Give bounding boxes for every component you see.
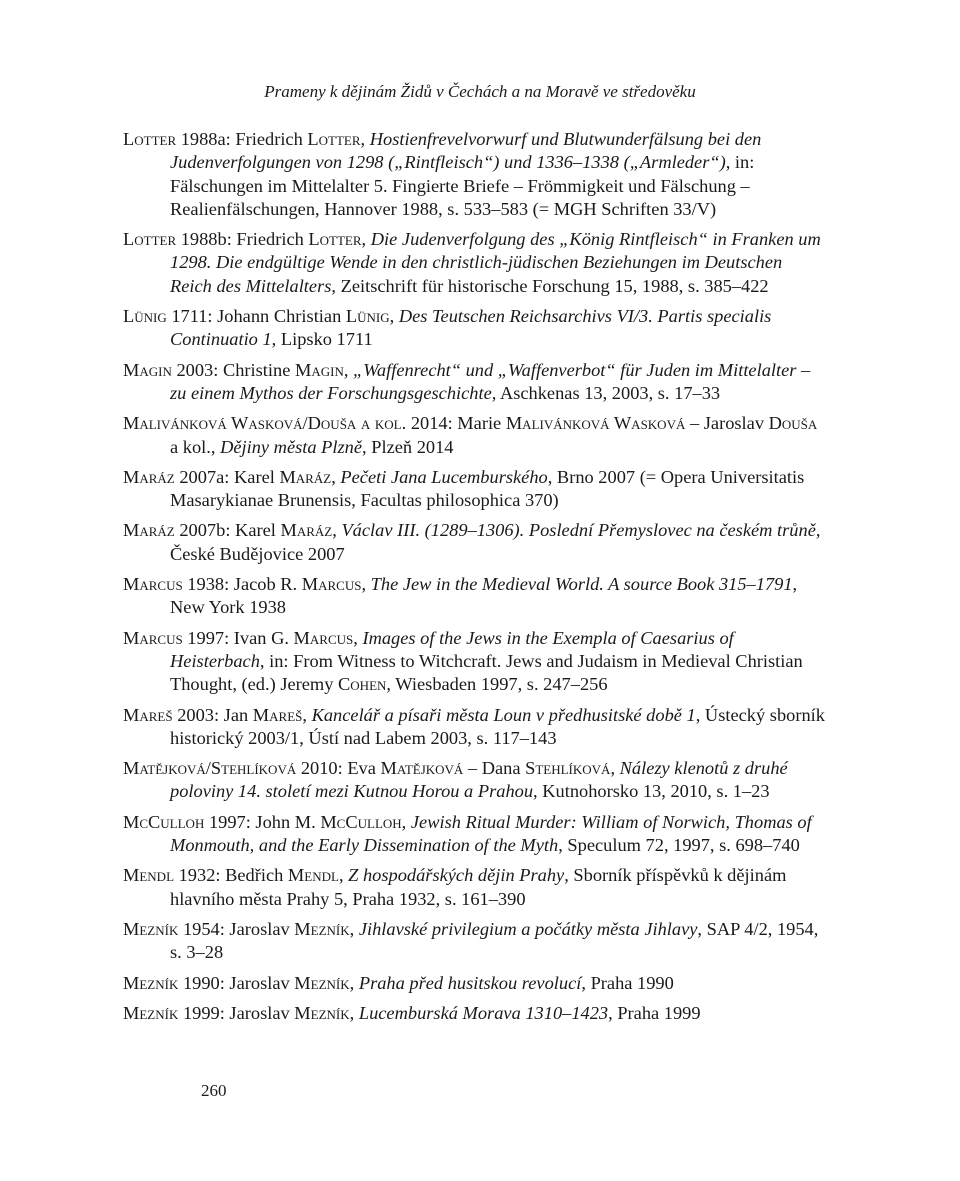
author-name: Lotter bbox=[307, 129, 361, 149]
author-name: Malivánková Wasková/Douša a kol. bbox=[123, 413, 407, 434]
entry-text: 1954: Jaroslav bbox=[178, 918, 295, 939]
bibliography-list bbox=[123, 128, 828, 1032]
entry-text: 1711: Johann Christian bbox=[166, 306, 346, 327]
bibliography-entry bbox=[123, 757, 828, 804]
entry-text: , bbox=[389, 306, 399, 327]
bibliography-entry bbox=[123, 918, 828, 965]
entry-text: 2003: Jan bbox=[172, 704, 253, 725]
work-title: Die Judenverfolgung des „König Rintfleisch“ in Franken um 1298. Die endgültige Wende in den christlich-jüdischen Beziehungen im Deutschen Reich des Mittelalters bbox=[170, 229, 821, 296]
bibliography-entry bbox=[123, 627, 828, 697]
author-name: Marcus bbox=[123, 574, 183, 595]
bibliography-entry bbox=[123, 1002, 828, 1025]
entry-text: , Ústecký sborník historický 2003/1, Ústí nad Labem 2003, s. 117–143 bbox=[170, 704, 825, 748]
author-name: Cohen bbox=[338, 674, 387, 695]
bibliography-entry bbox=[123, 359, 828, 406]
author-name: Mareš bbox=[123, 704, 173, 725]
author-name: McCulloh bbox=[320, 811, 402, 832]
entry-text: 2007a: Karel bbox=[174, 466, 280, 487]
author-name: Marcus bbox=[293, 627, 354, 648]
bibliography-entry bbox=[123, 811, 828, 858]
entry-text: , bbox=[349, 972, 359, 993]
author-name: Maráz bbox=[123, 520, 175, 541]
entry-text: 1988b: Friedrich bbox=[176, 229, 309, 250]
author-name: Mezník bbox=[294, 1002, 350, 1023]
entry-text: , bbox=[353, 627, 363, 648]
entry-text: 1938: Jacob R. bbox=[182, 574, 302, 595]
work-title: Jihlavské privilegium a počátky města Jihlavy bbox=[358, 918, 698, 939]
entry-text: , bbox=[361, 574, 371, 595]
bibliography-entry bbox=[123, 305, 828, 352]
author-name: Magin bbox=[294, 359, 344, 380]
work-title: Des Teutschen Reichsarchivs VI/3. Partis specialis Continuatio 1 bbox=[170, 306, 772, 350]
entry-text: , Praha 1999 bbox=[608, 1002, 701, 1023]
entry-text: , Wiesbaden 1997, s. 247–256 bbox=[386, 674, 608, 695]
entry-text: , České Budějovice 2007 bbox=[170, 520, 821, 564]
entry-text: , bbox=[610, 758, 620, 779]
entry-text: 1988a: Friedrich bbox=[176, 129, 308, 149]
work-title: Praha před husitskou revolucí bbox=[358, 972, 582, 993]
work-title: „Waffenrecht“ und „Waffenverbot“ für Juden im Mittelalter – zu einem Mythos der Forschungsgeschichte bbox=[170, 359, 811, 403]
author-name: McCulloh bbox=[123, 811, 205, 832]
entry-text: , bbox=[343, 359, 354, 380]
entry-text: , in: From Witness to Witchcraft. Jews and Judaism in Medieval Christian Thought, (ed.) Jeremy bbox=[170, 650, 803, 695]
entry-text: 2003: Christine bbox=[171, 359, 295, 380]
work-title: Kancelář a písaři města Loun v předhusitské době 1 bbox=[311, 704, 696, 725]
bibliography-entry bbox=[123, 864, 828, 911]
entry-text: , Brno 2007 (= Opera Universitatis Masarykianae Brunensis, Facultas philosophica 370) bbox=[170, 466, 805, 511]
bibliography-entry bbox=[123, 228, 828, 298]
entry-text: 1932: Bedřich bbox=[174, 865, 288, 886]
entry-text: 2007b: Karel bbox=[174, 520, 281, 541]
entry-text: 1997: John M. bbox=[204, 811, 321, 832]
entry-text: , Praha 1990 bbox=[581, 972, 674, 993]
bibliography-entry bbox=[123, 704, 828, 751]
page-number: 260 bbox=[201, 1081, 227, 1100]
bibliography-entry bbox=[123, 972, 828, 995]
entry-text: 2014: Marie bbox=[406, 413, 506, 434]
entry-text: , Speculum 72, 1997, s. 698–740 bbox=[558, 835, 800, 856]
entry-text: a kol., bbox=[170, 436, 221, 457]
work-title: Dějiny města Plzně bbox=[220, 436, 363, 457]
author-name: Mendl bbox=[123, 865, 175, 886]
entry-text: , bbox=[332, 520, 342, 541]
author-name: Mezník bbox=[123, 1002, 179, 1023]
work-title: Lucemburská Morava 1310–1423 bbox=[358, 1002, 609, 1023]
author-name: Mezník bbox=[294, 918, 350, 939]
author-name: Mendl bbox=[287, 865, 339, 886]
entry-text: 1990: Jaroslav bbox=[178, 972, 295, 993]
entry-text: , bbox=[401, 811, 411, 832]
entry-text: , Zeitschrift für historische Forschung 15, 1988, s. 385–422 bbox=[331, 275, 769, 296]
work-title: Václav III. (1289–1306). Poslední Přemyslovec na českém trůně bbox=[341, 520, 816, 541]
entry-text: 1997: Ivan G. bbox=[182, 627, 294, 648]
entry-text: – Dana bbox=[463, 758, 526, 779]
entry-text: , bbox=[361, 229, 371, 250]
author-name: Magin bbox=[123, 359, 172, 380]
author-name: Maráz bbox=[123, 466, 175, 487]
author-name: Mezník bbox=[123, 918, 179, 939]
work-title: Pečeti Jana Lucemburského bbox=[340, 466, 548, 487]
entry-text: 1999: Jaroslav bbox=[178, 1002, 295, 1023]
entry-text: , Aschkenas 13, 2003, s. 17–33 bbox=[491, 382, 721, 403]
entry-text: 2010: Eva bbox=[296, 758, 381, 779]
author-name: Malivánková Wasková bbox=[505, 413, 686, 434]
entry-text: , bbox=[331, 466, 341, 487]
entry-text: – Jaroslav bbox=[685, 413, 769, 434]
author-name: Lotter bbox=[123, 229, 177, 250]
bibliography-entry bbox=[123, 412, 828, 459]
author-name: Mezník bbox=[123, 972, 179, 993]
work-title: The Jew in the Medieval World. A source Book 315–1791 bbox=[370, 574, 793, 595]
entry-text: , bbox=[349, 918, 359, 939]
author-name: Douša bbox=[768, 413, 818, 434]
entry-text: , Kutnohorsko 13, 2010, s. 1–23 bbox=[533, 781, 770, 802]
entry-text: , bbox=[302, 704, 312, 725]
work-title: Images of the Jews in the Exempla of Caesarius of Heisterbach bbox=[170, 627, 734, 671]
entry-text: , Lipsko 1711 bbox=[271, 329, 373, 350]
work-title: Hostienfrevelvorwurf und Blutwunderfälsung bei den Judenverfolgungen von 1298 („Rintfleisch“) und 1336–1338 („Armleder“) bbox=[170, 129, 762, 173]
author-name: Maráz bbox=[279, 466, 332, 487]
bibliography-entry bbox=[123, 128, 828, 221]
running-header: Prameny k dějinám Židů v Čechách a na Moravě ve středověku bbox=[264, 82, 696, 101]
author-name: Marcus bbox=[123, 627, 183, 648]
entry-text: , bbox=[360, 129, 370, 149]
author-name: Matějková/Stehlíková bbox=[123, 758, 297, 779]
bibliography-entry bbox=[123, 519, 828, 566]
author-name: Marcus bbox=[301, 574, 362, 595]
entry-text: , Sborník příspěvků k dějinám hlavního města Prahy 5, Praha 1932, s. 161–390 bbox=[170, 865, 787, 909]
author-name: Mezník bbox=[294, 972, 350, 993]
work-title: Z hospodářských dějin Prahy bbox=[348, 865, 565, 886]
author-name: Mareš bbox=[252, 704, 303, 725]
author-name: Matějková bbox=[380, 758, 464, 779]
bibliography-entry bbox=[123, 573, 828, 620]
entry-text: , SAP 4/2, 1954, s. 3–28 bbox=[170, 918, 819, 963]
work-title: Nálezy klenotů z druhé poloviny 14. století mezi Kutnou Horou a Prahou bbox=[170, 758, 788, 802]
author-name: Lünig bbox=[123, 306, 167, 327]
entry-text: , bbox=[338, 865, 349, 886]
entry-text: , Plzeň 2014 bbox=[362, 436, 454, 457]
author-name: Lotter bbox=[123, 129, 177, 149]
author-name: Lünig bbox=[345, 306, 390, 327]
author-name: Maráz bbox=[280, 520, 333, 541]
entry-text: , New York 1938 bbox=[170, 574, 798, 618]
entry-text: , bbox=[349, 1002, 359, 1023]
work-title: Jewish Ritual Murder: William of Norwich, Thomas of Monmouth, and the Early Dissemination of the Myth bbox=[170, 811, 812, 856]
bibliography-entry bbox=[123, 466, 828, 513]
author-name: Lotter bbox=[308, 229, 362, 250]
entry-text: , in: Fälschungen im Mittelalter 5. Fingierte Briefe – Frömmigkeit und Fälschung – Realienfälschungen, Hannover 1988, s. 533–583 (= MGH Schriften 33/V) bbox=[170, 152, 755, 219]
author-name: Stehlíková bbox=[525, 758, 611, 779]
